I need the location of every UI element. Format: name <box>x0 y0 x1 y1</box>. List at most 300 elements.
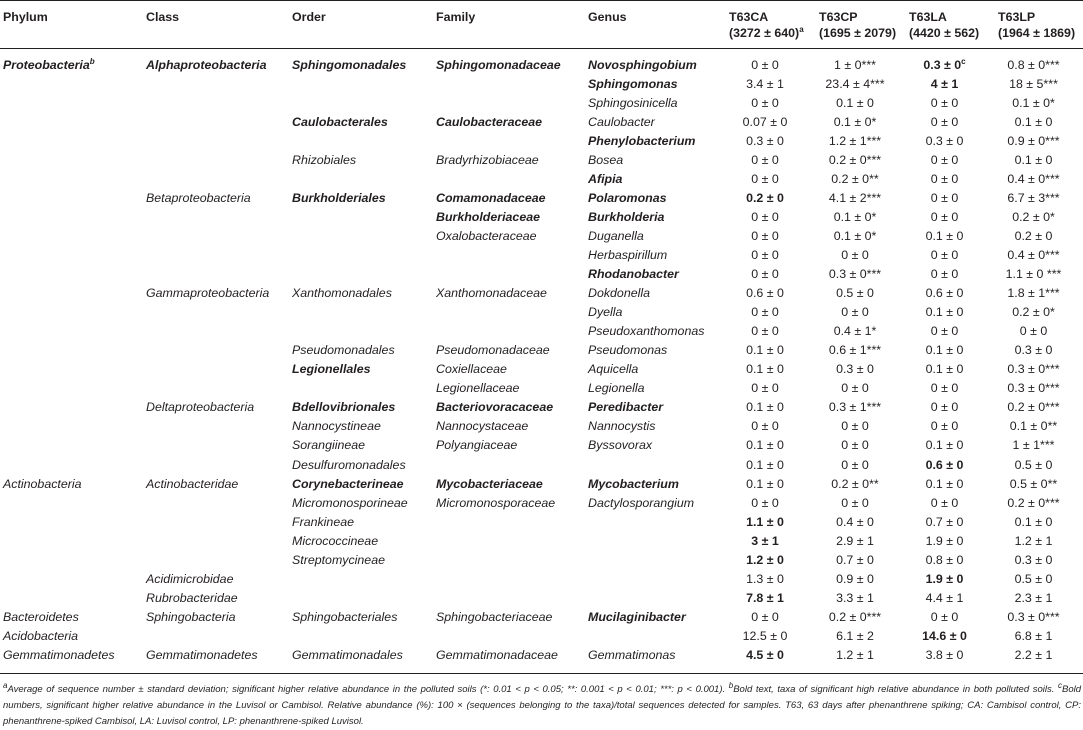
cell-t63la <box>905 150 994 169</box>
cell-class <box>143 150 289 169</box>
cell-t63lp <box>994 245 1083 264</box>
cell-t63la <box>905 607 994 626</box>
header-t63la: T63LA <box>905 1 994 26</box>
cell-t63lp-text: 0.1 ± 0* <box>1012 95 1055 110</box>
cell-phylum <box>0 550 143 569</box>
cell-t63ca <box>725 226 815 245</box>
cell-t63lp-text: 0.3 ± 0 <box>1014 343 1053 358</box>
cell-family <box>433 150 585 169</box>
cell-t63ca-text: 3.4 ± 1 <box>746 76 784 91</box>
cell-t63cp <box>815 645 905 673</box>
cell-class-text: Gammaproteobacteria <box>146 286 270 301</box>
cell-family <box>433 588 585 607</box>
cell-t63cp-text: 0.2 ± 0** <box>831 476 879 491</box>
cell-genus-text: Pseudomonas <box>588 343 668 358</box>
cell-t63lp-text: 0.9 ± 0*** <box>1007 133 1060 148</box>
cell-t63cp <box>815 265 905 284</box>
cell-t63lp <box>994 569 1083 588</box>
cell-phylum <box>0 284 143 303</box>
cell-genus <box>585 341 725 360</box>
cell-genus-text: Nannocystis <box>588 419 656 434</box>
cell-t63ca <box>725 322 815 341</box>
cell-phylum-text: Bacteroidetes <box>3 609 79 624</box>
cell-genus-text: Novosphingobium <box>588 57 697 72</box>
cell-t63la-text: 0.1 ± 0 <box>925 476 964 491</box>
cell-class <box>143 207 289 226</box>
cell-genus <box>585 303 725 322</box>
cell-order <box>289 474 433 493</box>
cell-family-text: Micromonosporaceae <box>436 495 556 510</box>
cell-order-text: Burkholderiales <box>292 190 386 205</box>
cell-t63cp-text: 0 ± 0 <box>841 438 869 453</box>
cell-genus <box>585 150 725 169</box>
cell-genus <box>585 474 725 493</box>
cell-family <box>433 398 585 417</box>
cell-t63ca <box>725 188 815 207</box>
cell-family <box>433 493 585 512</box>
cell-order <box>289 379 433 398</box>
cell-t63la-text: 14.6 ± 0 <box>922 628 967 643</box>
cell-order <box>289 131 433 150</box>
cell-class <box>143 569 289 588</box>
cell-genus <box>585 626 725 645</box>
cell-t63lp-text: 2.2 ± 1 <box>1014 647 1053 662</box>
cell-t63cp-text: 0.1 ± 0 <box>836 95 874 110</box>
cell-order-text: Streptomycineae <box>292 552 385 567</box>
cell-t63ca <box>725 245 815 264</box>
cell-phylum <box>0 322 143 341</box>
cell-t63ca-text: 0.3 ± 0 <box>746 133 784 148</box>
cell-t63ca <box>725 531 815 550</box>
cell-phylum <box>0 360 143 379</box>
cell-t63lp-text: 0.4 ± 0*** <box>1007 171 1060 186</box>
header-blank <box>433 25 585 49</box>
cell-family-text: Comamonadaceae <box>436 190 546 205</box>
footnote-marker-c: c <box>1057 680 1062 690</box>
cell-class-text: Gemmatimonadetes <box>146 647 258 662</box>
cell-class <box>143 265 289 284</box>
cell-genus <box>585 74 725 93</box>
cell-t63ca <box>725 417 815 436</box>
cell-t63cp-text: 4.1 ± 2*** <box>828 190 882 205</box>
cell-genus <box>585 493 725 512</box>
cell-t63lp-text: 0.3 ± 0*** <box>1007 381 1060 396</box>
cell-t63la <box>905 93 994 112</box>
cell-t63la-text: 0 ± 0 <box>930 114 959 129</box>
cell-t63cp-text: 0.1 ± 0* <box>833 209 877 224</box>
cell-family <box>433 379 585 398</box>
cell-t63ca-text: 0 ± 0 <box>751 267 779 282</box>
cell-family-text: Nannocystaceae <box>436 419 529 434</box>
cell-t63lp-text: 0 ± 0 <box>1019 324 1048 339</box>
header-family: Family <box>433 1 585 26</box>
cell-genus-text: Herbaspirillum <box>588 247 668 262</box>
cell-t63cp-text: 0.3 ± 0*** <box>828 267 882 282</box>
cell-class <box>143 303 289 322</box>
cell-genus <box>585 207 725 226</box>
cell-family-text: Legionellaceae <box>436 381 520 396</box>
cell-family <box>433 569 585 588</box>
cell-family-text: Sphingomonadaceae <box>436 57 561 72</box>
cell-family <box>433 474 585 493</box>
cell-t63lp-text: 1.8 ± 1*** <box>1007 286 1060 301</box>
cell-genus-text: Polaromonas <box>588 190 667 205</box>
cell-phylum-text: Proteobacteria <box>3 57 90 72</box>
cell-order-text: Nannocystineae <box>292 419 381 434</box>
cell-t63la <box>905 531 994 550</box>
cell-family-text: Oxalobacteraceae <box>436 228 537 243</box>
cell-t63lp <box>994 207 1083 226</box>
cell-t63lp-text: 1.2 ± 1 <box>1014 533 1053 548</box>
cell-t63lp-text: 0.2 ± 0*** <box>1007 400 1060 415</box>
cell-t63la-text: 1.9 ± 0 <box>925 571 964 586</box>
cell-order <box>289 93 433 112</box>
cell-t63ca-text: 0.6 ± 0 <box>746 286 784 301</box>
cell-t63la <box>905 436 994 455</box>
cell-t63lp-text: 0.2 ± 0* <box>1012 209 1055 224</box>
cell-t63cp <box>815 360 905 379</box>
cell-class <box>143 284 289 303</box>
cell-family <box>433 303 585 322</box>
table-row <box>0 569 1083 588</box>
cell-order-text: Micromonosporineae <box>292 495 408 510</box>
cell-order <box>289 455 433 474</box>
cell-t63la <box>905 188 994 207</box>
table-row <box>0 607 1083 626</box>
cell-family-text: Xanthomonadaceae <box>436 286 547 301</box>
cell-t63ca-text: 0.1 ± 0 <box>746 476 784 491</box>
cell-t63cp <box>815 188 905 207</box>
table-row <box>0 455 1083 474</box>
cell-class <box>143 455 289 474</box>
cell-t63cp <box>815 226 905 245</box>
cell-genus-text: Dokdonella <box>588 286 650 301</box>
cell-t63lp-text: 0.2 ± 0 <box>1014 228 1053 243</box>
cell-family <box>433 226 585 245</box>
cell-t63cp-text: 0.3 ± 0 <box>836 362 874 377</box>
cell-family-text: Polyangiaceae <box>436 438 518 453</box>
cell-order <box>289 493 433 512</box>
cell-t63lp-text: 0.5 ± 0 <box>1014 457 1053 472</box>
cell-genus <box>585 588 725 607</box>
cell-phylum-text: Gemmatimonadetes <box>3 647 115 662</box>
cell-class <box>143 188 289 207</box>
cell-family-text: Sphingobacteriaceae <box>436 609 553 624</box>
cell-t63lp-text: 18 ± 5*** <box>1009 76 1058 91</box>
cell-order <box>289 588 433 607</box>
cell-class <box>143 131 289 150</box>
cell-t63la-text: 0 ± 0 <box>930 152 959 167</box>
cell-family <box>433 512 585 531</box>
cell-t63lp <box>994 74 1083 93</box>
cell-t63cp <box>815 341 905 360</box>
cell-genus <box>585 531 725 550</box>
cell-t63la-text: 1.9 ± 0 <box>925 533 964 548</box>
cell-t63ca-text: 0 ± 0 <box>751 419 779 434</box>
cell-order-text: Corynebacterineae <box>292 476 404 491</box>
cell-t63ca-text: 1.1 ± 0 <box>746 514 784 529</box>
cell-order <box>289 188 433 207</box>
cell-t63ca-text: 0 ± 0 <box>751 57 779 72</box>
cell-t63ca-text: 0 ± 0 <box>751 609 779 624</box>
cell-t63cp <box>815 455 905 474</box>
cell-genus <box>585 188 725 207</box>
cell-genus-text: Mycobacterium <box>588 476 679 491</box>
cell-t63la-text: 0.3 ± 0 <box>923 57 962 72</box>
cell-t63lp-text: 0.1 ± 0 <box>1014 114 1053 129</box>
cell-t63cp <box>815 49 905 75</box>
cell-genus-text: Rhodanobacter <box>588 267 679 282</box>
cell-t63cp <box>815 550 905 569</box>
cell-t63la <box>905 112 994 131</box>
table-row <box>0 493 1083 512</box>
cell-t63ca <box>725 169 815 188</box>
header-t63ca-total-text: (3272 ± 640) <box>729 26 800 40</box>
cell-t63ca-text: 0.1 ± 0 <box>746 343 784 358</box>
cell-t63lp-text: 2.3 ± 1 <box>1014 590 1053 605</box>
cell-class-text: Alphaproteobacteria <box>146 57 267 72</box>
cell-t63cp-text: 0.4 ± 1* <box>833 324 877 339</box>
cell-t63lp-text: 0.2 ± 0*** <box>1007 495 1060 510</box>
cell-phylum <box>0 512 143 531</box>
table-row <box>0 588 1083 607</box>
cell-t63lp <box>994 188 1083 207</box>
cell-order <box>289 112 433 131</box>
cell-t63lp-text: 1 ± 1*** <box>1012 438 1055 453</box>
cell-t63lp-text: 0.8 ± 0*** <box>1007 57 1060 72</box>
cell-t63cp-text: 0.4 ± 0 <box>836 514 874 529</box>
cell-genus <box>585 265 725 284</box>
cell-t63cp <box>815 493 905 512</box>
cell-genus <box>585 322 725 341</box>
cell-t63ca-text: 4.5 ± 0 <box>746 647 784 662</box>
cell-t63cp-text: 0 ± 0 <box>841 495 869 510</box>
table-footnote <box>3 682 1081 730</box>
cell-order <box>289 284 433 303</box>
cell-t63la-text: 0.1 ± 0 <box>925 228 964 243</box>
cell-class-text: Acidimicrobidae <box>146 571 234 586</box>
cell-phylum <box>0 436 143 455</box>
cell-genus <box>585 417 725 436</box>
cell-order-text: Legionellales <box>292 362 371 377</box>
cell-genus <box>585 169 725 188</box>
header-class: Class <box>143 1 289 26</box>
cell-order <box>289 550 433 569</box>
cell-t63cp <box>815 379 905 398</box>
cell-family-text: Coxiellaceae <box>436 362 507 377</box>
cell-t63cp <box>815 284 905 303</box>
cell-t63la <box>905 303 994 322</box>
cell-order <box>289 150 433 169</box>
cell-t63lp <box>994 607 1083 626</box>
cell-genus-text: Dyella <box>588 305 623 320</box>
cell-t63cp-text: 0 ± 0 <box>841 247 869 262</box>
footnote-marker-b: b <box>728 680 734 690</box>
cell-t63lp <box>994 341 1083 360</box>
table-row <box>0 303 1083 322</box>
cell-phylum <box>0 607 143 626</box>
table-row <box>0 74 1083 93</box>
cell-class-text: Actinobacteridae <box>146 476 239 491</box>
cell-class <box>143 550 289 569</box>
cell-t63la <box>905 626 994 645</box>
cell-t63ca-text: 0.1 ± 0 <box>746 400 784 415</box>
cell-t63ca <box>725 645 815 673</box>
cell-phylum <box>0 341 143 360</box>
cell-t63lp-text: 0.1 ± 0 <box>1014 514 1053 529</box>
cell-t63ca <box>725 207 815 226</box>
cell-t63cp <box>815 474 905 493</box>
cell-t63ca-text: 0.07 ± 0 <box>742 114 788 129</box>
cell-t63lp <box>994 49 1083 75</box>
header-t63cp-total: (1695 ± 2079) <box>815 25 905 49</box>
cell-t63la-text: 0 ± 0 <box>930 381 959 396</box>
cell-t63cp <box>815 112 905 131</box>
cell-family <box>433 131 585 150</box>
cell-genus <box>585 284 725 303</box>
cell-class <box>143 645 289 673</box>
cell-class-text: Rubrobacteridae <box>146 590 238 605</box>
cell-t63ca-text: 0.1 ± 0 <box>746 457 784 472</box>
table-row <box>0 226 1083 245</box>
cell-t63cp-text: 0 ± 0 <box>841 419 869 434</box>
cell-genus-text: Sphingosinicella <box>588 95 678 110</box>
cell-t63lp-text: 0.2 ± 0* <box>1012 305 1055 320</box>
cell-t63lp-text: 0.1 ± 0** <box>1009 419 1058 434</box>
cell-phylum <box>0 93 143 112</box>
cell-t63lp-text: 0.4 ± 0*** <box>1007 247 1060 262</box>
cell-t63ca-text: 1.2 ± 0 <box>746 552 784 567</box>
table-row <box>0 150 1083 169</box>
cell-t63cp <box>815 74 905 93</box>
cell-t63lp-text: 0.3 ± 0*** <box>1007 362 1060 377</box>
cell-t63ca <box>725 49 815 75</box>
cell-phylum <box>0 455 143 474</box>
cell-family <box>433 169 585 188</box>
cell-t63lp-text: 6.8 ± 1 <box>1014 628 1053 643</box>
cell-phylum <box>0 150 143 169</box>
cell-t63cp-text: 0 ± 0 <box>841 305 869 320</box>
table-row <box>0 531 1083 550</box>
cell-t63la-text: 4.4 ± 1 <box>925 590 964 605</box>
cell-class <box>143 49 289 75</box>
cell-family <box>433 360 585 379</box>
table-row <box>0 436 1083 455</box>
cell-phylum-text: Actinobacteria <box>3 476 82 491</box>
table-row <box>0 265 1083 284</box>
cell-t63la-text: 0 ± 0 <box>930 495 959 510</box>
cell-family-text: Caulobacteraceae <box>436 114 543 129</box>
cell-t63cp-text: 1.2 ± 1 <box>836 647 874 662</box>
table-row <box>0 512 1083 531</box>
cell-order <box>289 169 433 188</box>
cell-t63ca <box>725 436 815 455</box>
cell-t63cp-text: 0 ± 0 <box>841 381 869 396</box>
header-blank <box>143 25 289 49</box>
cell-order <box>289 417 433 436</box>
cell-t63cp <box>815 322 905 341</box>
cell-t63ca <box>725 303 815 322</box>
table-header <box>0 1 1083 49</box>
cell-class-text: Sphingobacteria <box>146 609 236 624</box>
table-row <box>0 550 1083 569</box>
header-t63la-total: (4420 ± 562) <box>905 25 994 49</box>
cell-t63lp <box>994 322 1083 341</box>
cell-t63cp <box>815 245 905 264</box>
cell-t63la-text: 0.1 ± 0 <box>925 438 964 453</box>
cell-t63la <box>905 284 994 303</box>
cell-phylum <box>0 188 143 207</box>
cell-t63lp <box>994 360 1083 379</box>
cell-t63la-text: 0.8 ± 0 <box>925 552 964 567</box>
cell-t63lp <box>994 150 1083 169</box>
cell-genus <box>585 569 725 588</box>
cell-class <box>143 74 289 93</box>
cell-t63ca-text: 12.5 ± 0 <box>742 628 788 643</box>
cell-order-text: Micrococcineae <box>292 533 379 548</box>
cell-t63lp <box>994 626 1083 645</box>
header-t63lp-total: (1964 ± 1869) <box>994 25 1083 49</box>
cell-class <box>143 322 289 341</box>
cell-class-text: Betaproteobacteria <box>146 190 251 205</box>
cell-t63cp <box>815 569 905 588</box>
footnote-marker-a: a <box>3 680 8 690</box>
cell-family-text: Gemmatimonadaceae <box>436 647 558 662</box>
cell-phylum <box>0 588 143 607</box>
cell-phylum <box>0 49 143 75</box>
cell-phylum <box>0 645 143 673</box>
cell-t63la-text: 0 ± 0 <box>930 400 959 415</box>
table-row <box>0 284 1083 303</box>
cell-class <box>143 474 289 493</box>
cell-t63cp-text: 0.1 ± 0* <box>833 228 877 243</box>
cell-t63cp-text: 0.3 ± 1*** <box>828 400 882 415</box>
cell-t63ca <box>725 569 815 588</box>
cell-family <box>433 531 585 550</box>
cell-t63la <box>905 588 994 607</box>
cell-t63ca <box>725 588 815 607</box>
cell-genus-text: Caulobacter <box>588 114 655 129</box>
cell-t63cp-text: 0.2 ± 0*** <box>828 609 882 624</box>
cell-t63cp <box>815 607 905 626</box>
cell-t63cp-text: 6.1 ± 2 <box>836 628 874 643</box>
cell-family-text: Mycobacteriaceae <box>436 476 543 491</box>
cell-t63lp <box>994 284 1083 303</box>
cell-order-text: Rhizobiales <box>292 152 357 167</box>
cell-t63ca <box>725 360 815 379</box>
cell-family <box>433 550 585 569</box>
cell-genus-text: Dactylosporangium <box>588 495 695 510</box>
cell-genus-text: Bosea <box>588 152 624 167</box>
cell-t63ca-text: 0 ± 0 <box>751 247 779 262</box>
table-row <box>0 379 1083 398</box>
cell-family-text: Burkholderiaceae <box>436 209 540 224</box>
cell-family <box>433 455 585 474</box>
cell-t63lp <box>994 398 1083 417</box>
cell-t63lp <box>994 112 1083 131</box>
cell-genus-text: Phenylobacterium <box>588 133 696 148</box>
cell-order <box>289 436 433 455</box>
table-body <box>0 49 1083 674</box>
table-row <box>0 645 1083 673</box>
cell-family <box>433 645 585 673</box>
cell-t63ca <box>725 607 815 626</box>
cell-t63ca-text: 0.2 ± 0 <box>746 190 784 205</box>
cell-t63cp-text: 0.1 ± 0* <box>833 114 877 129</box>
cell-family <box>433 284 585 303</box>
cell-class <box>143 112 289 131</box>
cell-order <box>289 626 433 645</box>
